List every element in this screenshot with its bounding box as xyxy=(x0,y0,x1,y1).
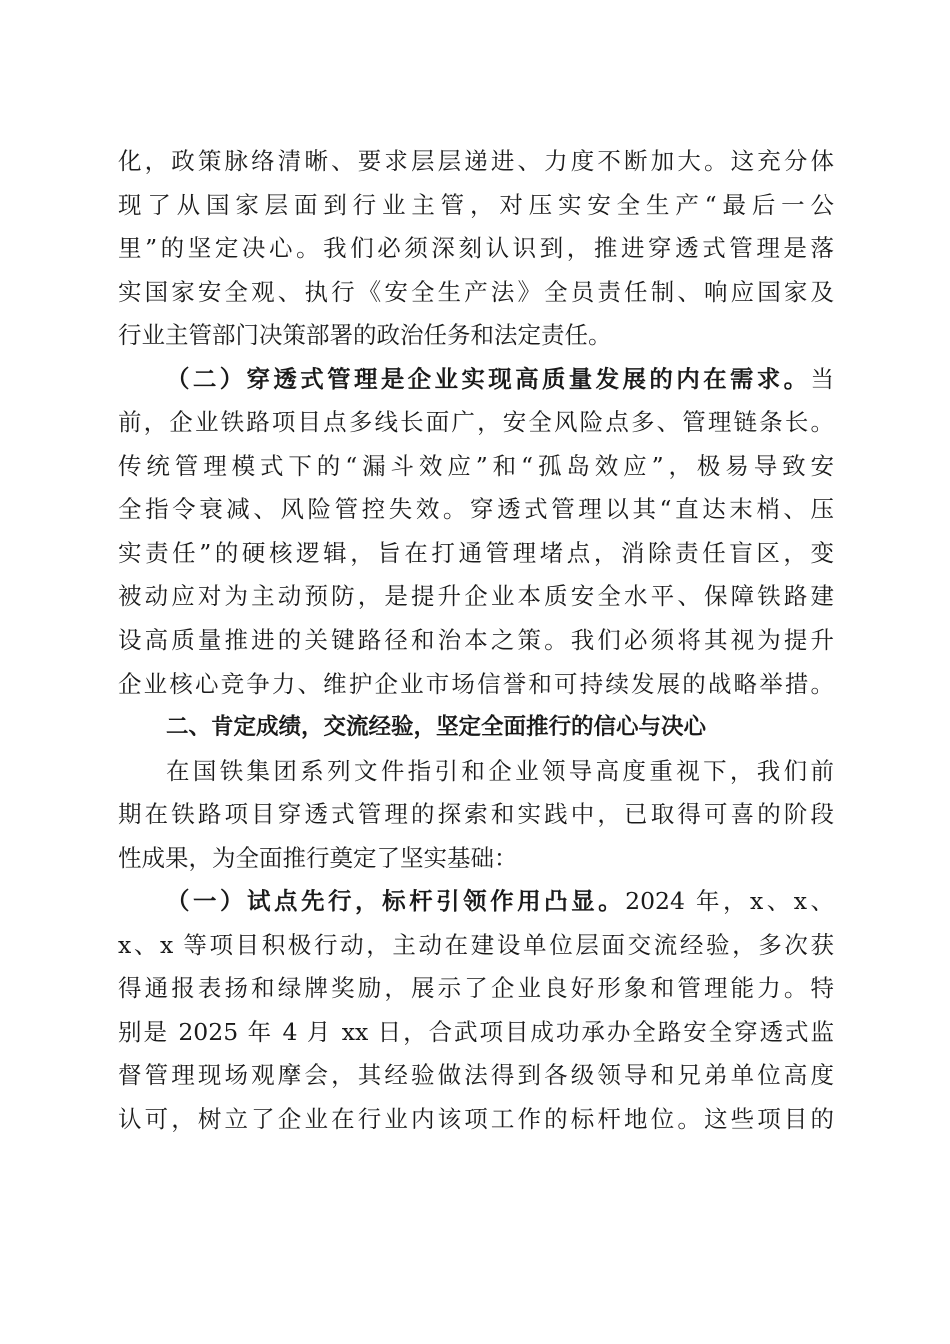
text-line: 设高质量推进的关键路径和治本之策。我们必须将其视为提升 xyxy=(118,626,834,655)
text-line: 实责任”的硬核逻辑，旨在打通管理堵点，消除责任盲区，变 xyxy=(118,538,834,567)
text-line: 别是 2025 年 4 月 xx 日，合武项目成功承办全路安全穿透式监 xyxy=(118,1017,834,1046)
paragraph-first-line xyxy=(118,880,834,924)
text-line: 认可，树立了企业在行业内该项工作的标杆地位。这些项目的 xyxy=(118,1105,834,1134)
text-line: 得通报表扬和绿牌奖励，展示了企业良好形象和管理能力。特 xyxy=(118,974,834,1003)
paragraph-lead-bold: （一）试点先行，标杆引领作用凸显。 xyxy=(166,887,626,916)
text-line: 被动应对为主动预防，是提升企业本质安全水平、保障铁路建 xyxy=(118,582,834,611)
paragraph-lead-rest: 2024 年，x、x、 xyxy=(625,887,834,916)
text-line: 企业核心竞争力、维护企业市场信誉和可持续发展的战略举措。 xyxy=(118,669,834,698)
text-line: 里”的坚定决心。我们必须深刻认识到，推进穿透式管理是落 xyxy=(118,234,834,263)
paragraph-lead-bold: （二）穿透式管理是企业实现高质量发展的内在需求。 xyxy=(166,364,811,393)
text-line: 现了从国家层面到行业主管，对压实安全生产“最后一公 xyxy=(118,190,834,219)
text-line: 化，政策脉络清晰、要求层层递进、力度不断加大。这充分体 xyxy=(118,147,834,175)
paragraph-first-line xyxy=(118,358,834,402)
text-line: x、x 等项目积极行动，主动在建设单位层面交流经验，多次获 xyxy=(118,930,834,959)
text-line: 督管理现场观摩会，其经验做法得到各级领导和兄弟单位高度 xyxy=(118,1061,834,1090)
text-line: 全指令衰减、风险管控失效。穿透式管理以其“直达末梢、压 xyxy=(118,495,834,524)
document-page xyxy=(118,140,834,1142)
text-line: 实国家安全观、执行《安全生产法》全员责任制、响应国家及 xyxy=(118,277,834,306)
paragraph-lead-rest: 当 xyxy=(810,364,834,393)
text-line: 行业主管部门决策部署的政治任务和法定责任。 xyxy=(118,321,612,350)
text-line: 前，企业铁路项目点多线长面广，安全风险点多、管理链条长。 xyxy=(118,408,834,437)
text-line: 性成果，为全面推行奠定了坚实基础： xyxy=(118,843,518,872)
text-line: 传统管理模式下的“漏斗效应”和“孤岛效应”，极易导致安 xyxy=(118,451,834,480)
section-heading: 二、肯定成绩，交流经验，坚定全面推行的信心与决心 xyxy=(166,714,707,741)
text-line: 在国铁集团系列文件指引和企业领导高度重视下，我们前 xyxy=(166,756,834,785)
text-line: 期在铁路项目穿透式管理的探索和实践中，已取得可喜的阶段 xyxy=(118,800,834,829)
